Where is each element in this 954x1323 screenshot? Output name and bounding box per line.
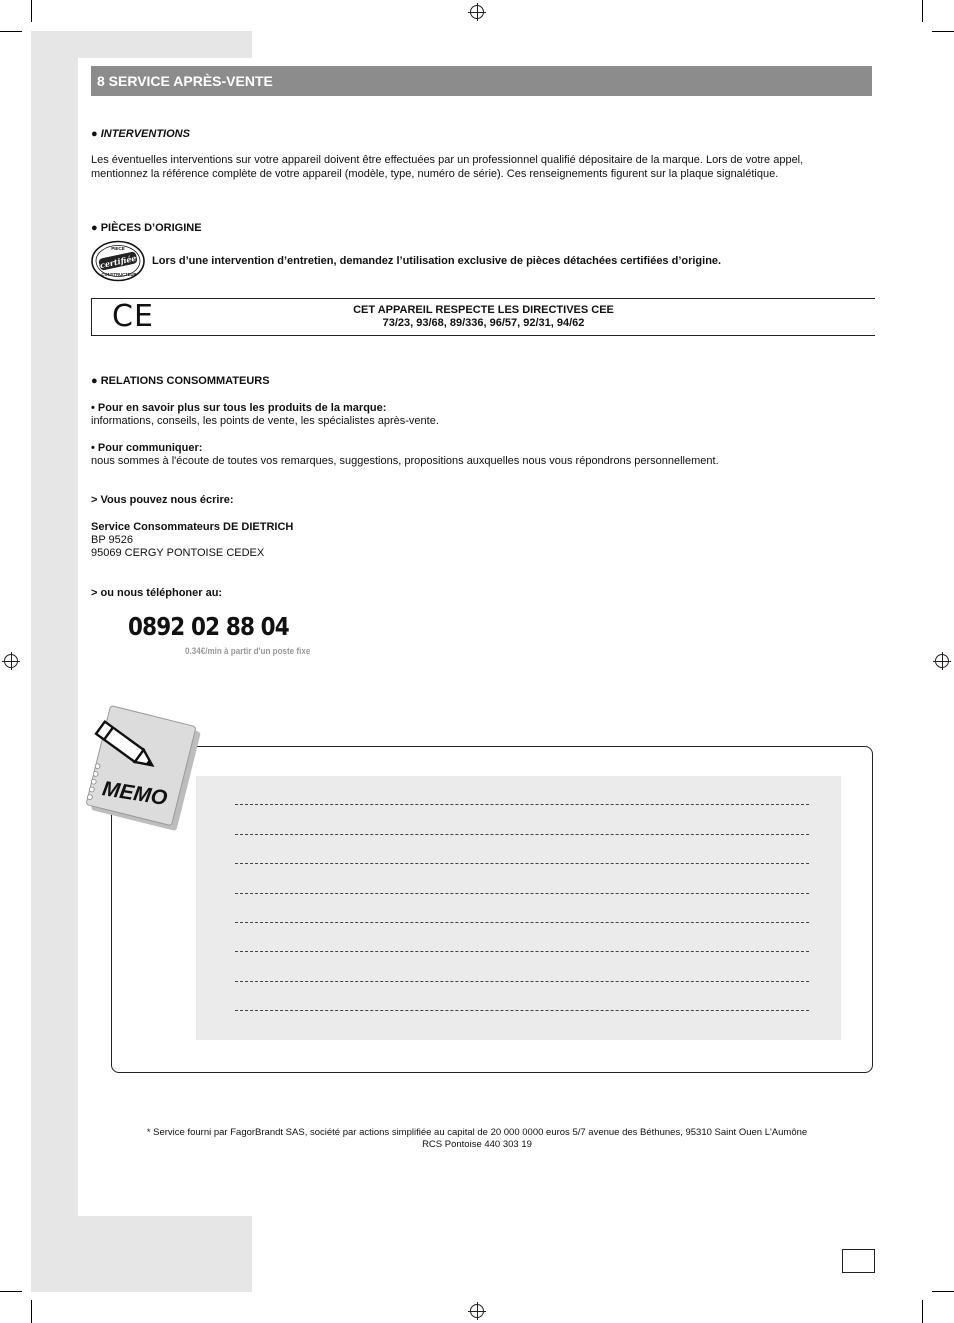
section-title: 8 SERVICE APRÈS-VENTE [91,66,872,96]
interventions-text-line1: Les éventuelles interventions sur votre appareil doivent être effectuées par un professionnel qualifié dépositaire de la marque. Lors de votre appel, [91,154,804,166]
crop-mark [0,31,22,32]
footnote [0,1127,954,1151]
memo-line [235,951,809,952]
crop-mark [0,1291,22,1292]
registration-mark-icon [470,1304,484,1318]
crop-mark [932,31,954,32]
registration-mark-icon [935,654,949,668]
certified-parts-seal-icon [90,240,146,282]
pieces-text: Lors d’une intervention d’entretien, demandez l’utilisation exclusive de pièces détachées certifiées d’origine. [152,255,722,267]
memo-line [235,834,809,835]
footnote-line2: RCS Pontoise 440 303 19 [422,1139,532,1150]
crop-mark [922,0,923,22]
interventions-text-line2: mentionnez la référence complète de votre appareil (modèle, type, numéro de série). Ces renseignements figurent sur la plaque signalétique. [91,168,779,180]
info-title: • Pour en savoir plus sur tous les produits de la marque: [91,402,387,414]
address-name: Service Consommateurs DE DIETRICH [91,521,294,533]
registration-mark-icon [470,5,484,19]
phone-title: > ou nous téléphoner au: [91,587,223,599]
address-city: 95069 CERGY PONTOISE CEDEX [91,547,265,559]
address-bp: BP 9526 [91,534,134,546]
pieces-heading: ● PIÈCES D’ORIGINE [91,222,202,234]
memo-notepad-icon [80,705,205,835]
crop-mark [922,1300,923,1323]
info-text: informations, conseils, les points de vente, les spécialistes après-vente. [91,415,439,427]
left-margin-bar [31,31,78,1292]
ce-line1: CET APPAREIL RESPECTE LES DIRECTIVES CEE [353,304,614,316]
seal-top-text: PIECE [111,246,125,251]
memo-line [235,1010,809,1011]
ce-directives-text [92,304,875,330]
memo-line [235,804,809,805]
memo-line [235,863,809,864]
phone-number: 0892 02 88 04 [128,612,289,641]
relations-heading: ● RELATIONS CONSOMMATEURS [91,375,270,387]
memo-line [235,922,809,923]
seal-middle-text: certifiée [99,252,138,271]
ce-line2: 73/23, 93/68, 89/336, 96/57, 92/31, 94/62 [382,317,585,329]
bottom-margin-bar [31,1216,252,1292]
crop-mark [932,1291,954,1292]
crop-mark [31,1300,32,1323]
memo-notes-area [196,776,841,1040]
memo-line [235,893,809,894]
phone-price: 0.34€/min à partir d'un poste fixe [185,646,311,657]
page-number-box [842,1249,875,1273]
interventions-heading: ● INTERVENTIONS [91,128,190,140]
registration-mark-icon [4,654,18,668]
crop-mark [31,0,32,22]
footnote-line1: * Service fourni par FagorBrandt SAS, société par actions simplifiée au capital de 20 000 0000 euros 5/7 avenue des Béthunes, 95310 Saint Ouen L'Aumône [146,1127,808,1138]
ce-mark-icon: CE [112,299,154,334]
top-margin-bar [31,31,252,58]
ce-directives-box [91,298,875,336]
memo-line [235,981,809,982]
memo-label: MEMO [100,777,169,811]
communicate-title: • Pour communiquer: [91,442,203,454]
communicate-text: nous sommes à l'écoute de toutes vos remarques, suggestions, propositions auxquelles nous vous répondrons personnellement. [91,455,719,467]
seal-bottom-text: CONSTRUCTEUR [101,272,137,277]
write-title: > Vous pouvez nous écrire: [91,494,234,506]
